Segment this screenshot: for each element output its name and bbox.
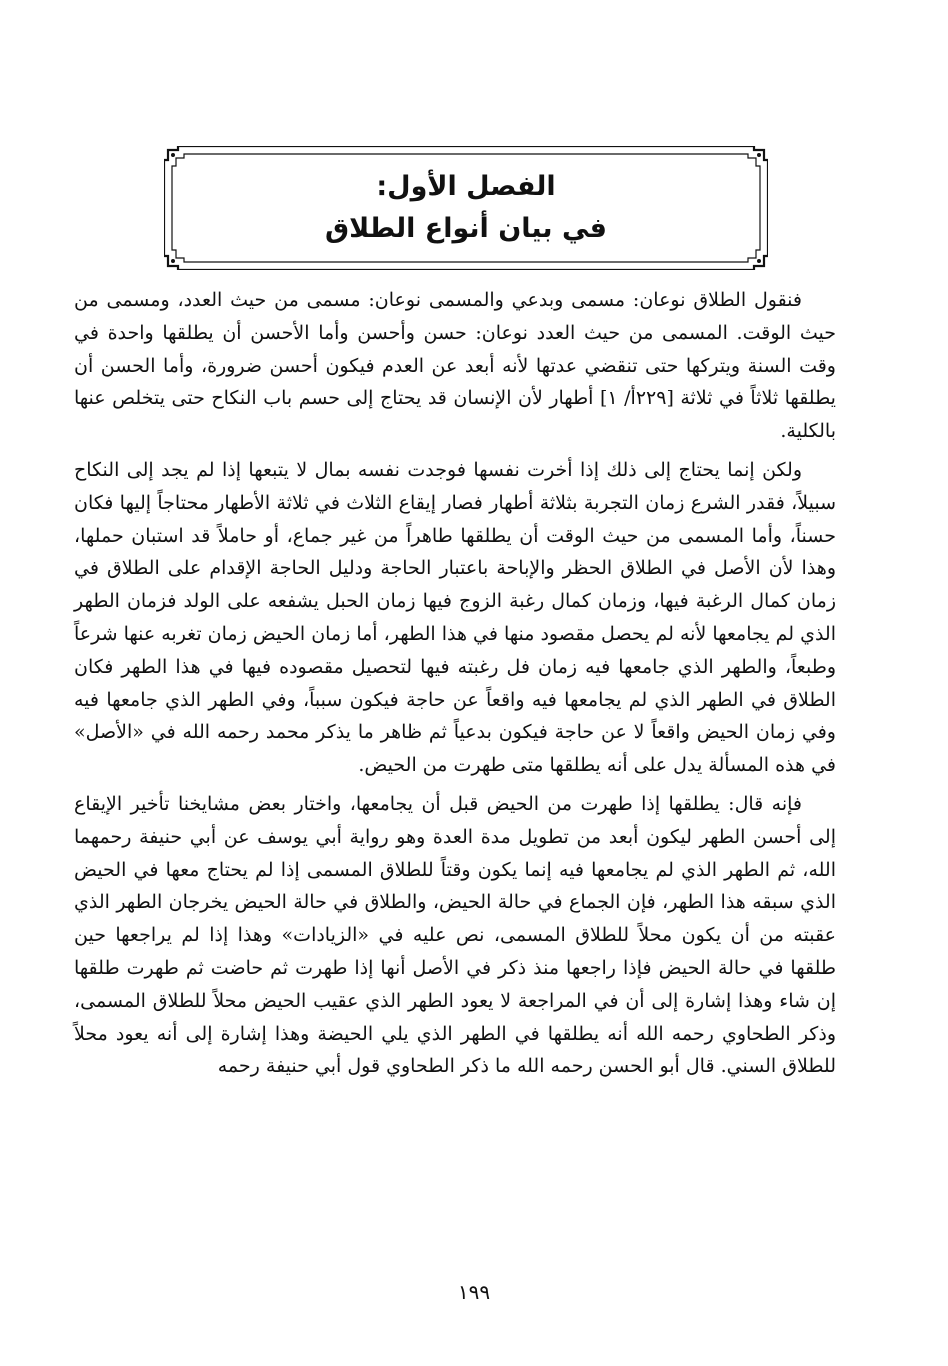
paragraph: فإنه قال: يطلقها إذا طهرت من الحيض قبل أن يجامعها، واختار بعض مشايخنا تأخير الإيقاع إلى أحسن الطهر ليكون أبعد من تطويل مدة العدة وهو رواية أبي يوسف عن أبي حنيفة رحمهما الله، ثم الطهر الذي لم يجامعها فيه إنما يكون وقتاً للطلاق المسمى إذا لم يحتاج معها في الحيض الذي سبقه هذا الطهر، فإن الجماع في حالة الحيض، والطلاق في حالة الحيض يخرجان الطهر الذي عقبته من أن يكون محلاً للطلاق المسمى، نص عليه في «الزيادات» وهذا إذا لم يراجعها حين طلقها في حالة الحيض فإذا راجعها منذ ذكر في الأصل أنها إذا طهرت ثم حاضت ثم طهرت طلقها إن شاء وهذا إشارة إلى أن في المراجعة لا يعود الطهر الذي عقيب الحيض محلاً للطلاق المسمى، وذكر الطحاوي رحمه الله أنه يطلقها في الطهر الذي يلي الحيضة وهذا إشارة إلى أنه يعود محلاً للطلاق السني. قال أبو الحسن رحمه الله ما ذكر الطحاوي قول أبي حنيفة رحمه: [74, 792, 837, 1078]
chapter-subheading: في بيان أنواع الطلاق: [325, 213, 607, 244]
chapter-heading: الفصل الأول:: [376, 171, 556, 202]
paragraph: فنقول الطلاق نوعان: مسمى وبدعي والمسمى نوعان: مسمى من حيث العدد، ومسمى من حيث الوقت. المسمى من حيث العدد نوعان: حسن وأحسن وأما الأحسن أن يطلقها واحدة في وقت السنة ويتركها حتى تنقضي عدتها لأنه أبعد عن العدم فيكون أحسن ضرورة، وأما الحسن أن يطلقها ثلاثاً في ثلاثة [٢٢٩أ/ ١] أطهار لأن الإنسان قد يحتاج إلى حسم باب النكاح حتى يتخلص عنها بالكلية.: [74, 289, 836, 443]
chapter-title-frame: [164, 146, 768, 270]
paragraph: ولكن إنما يحتاج إلى ذلك إذا أخرت نفسها فوجدت نفسه بمال لا يتبعها إذا لم يجد إلى النكاح سبيلاً، فقدر الشرع زمان التجربة بثلاثة أطهار فصار إيقاع الثلاث في ثلاثة الأطهار محتاجاً إليها فكان حسناً، وأما المسمى من حيث الوقت أن يطلقها طاهراً من غير جماع، أو حاملاً قد استبان حملها، وهذا لأن الأصل في الطلاق الحظر والإباحة باعتبار الحاجة ودليل الحاجة الإقدام على الطلاق في زمان كمال الرغبة فيها، وزمان كمال رغبة الزوج فيها زمان الحبل يشفعه على الولد فزمان الطهر الذي لم يجامعها لأنه لم يحصل مقصود منها في هذا الطهر، أما زمان الحيض زمان تغربه عنها شرعاً وطبعاً، والطهر الذي جامعها فيه زمان فل رغبته فيها لتحصيل مقصوده فيها في هذا الطهر فكان الطلاق في الطهر الذي لم يجامعها فيه واقعاً عن حاجة فيكون سبباً، وفي الطهر الذي جامعها فيه وفي زمان الحيض واقعاً لا عن حاجة فيكون بدعياً ثم ظاهر ما يذكر محمد رحمه الله في «الأصل» في هذه المسألة يدل على أنه يطلقها متى طهرت من الحيض.: [74, 458, 836, 777]
page-number: [0, 1280, 948, 1304]
page-number-label: ١٩٩: [457, 1280, 491, 1304]
body-text: [74, 284, 836, 1089]
chapter-title: [164, 146, 768, 270]
